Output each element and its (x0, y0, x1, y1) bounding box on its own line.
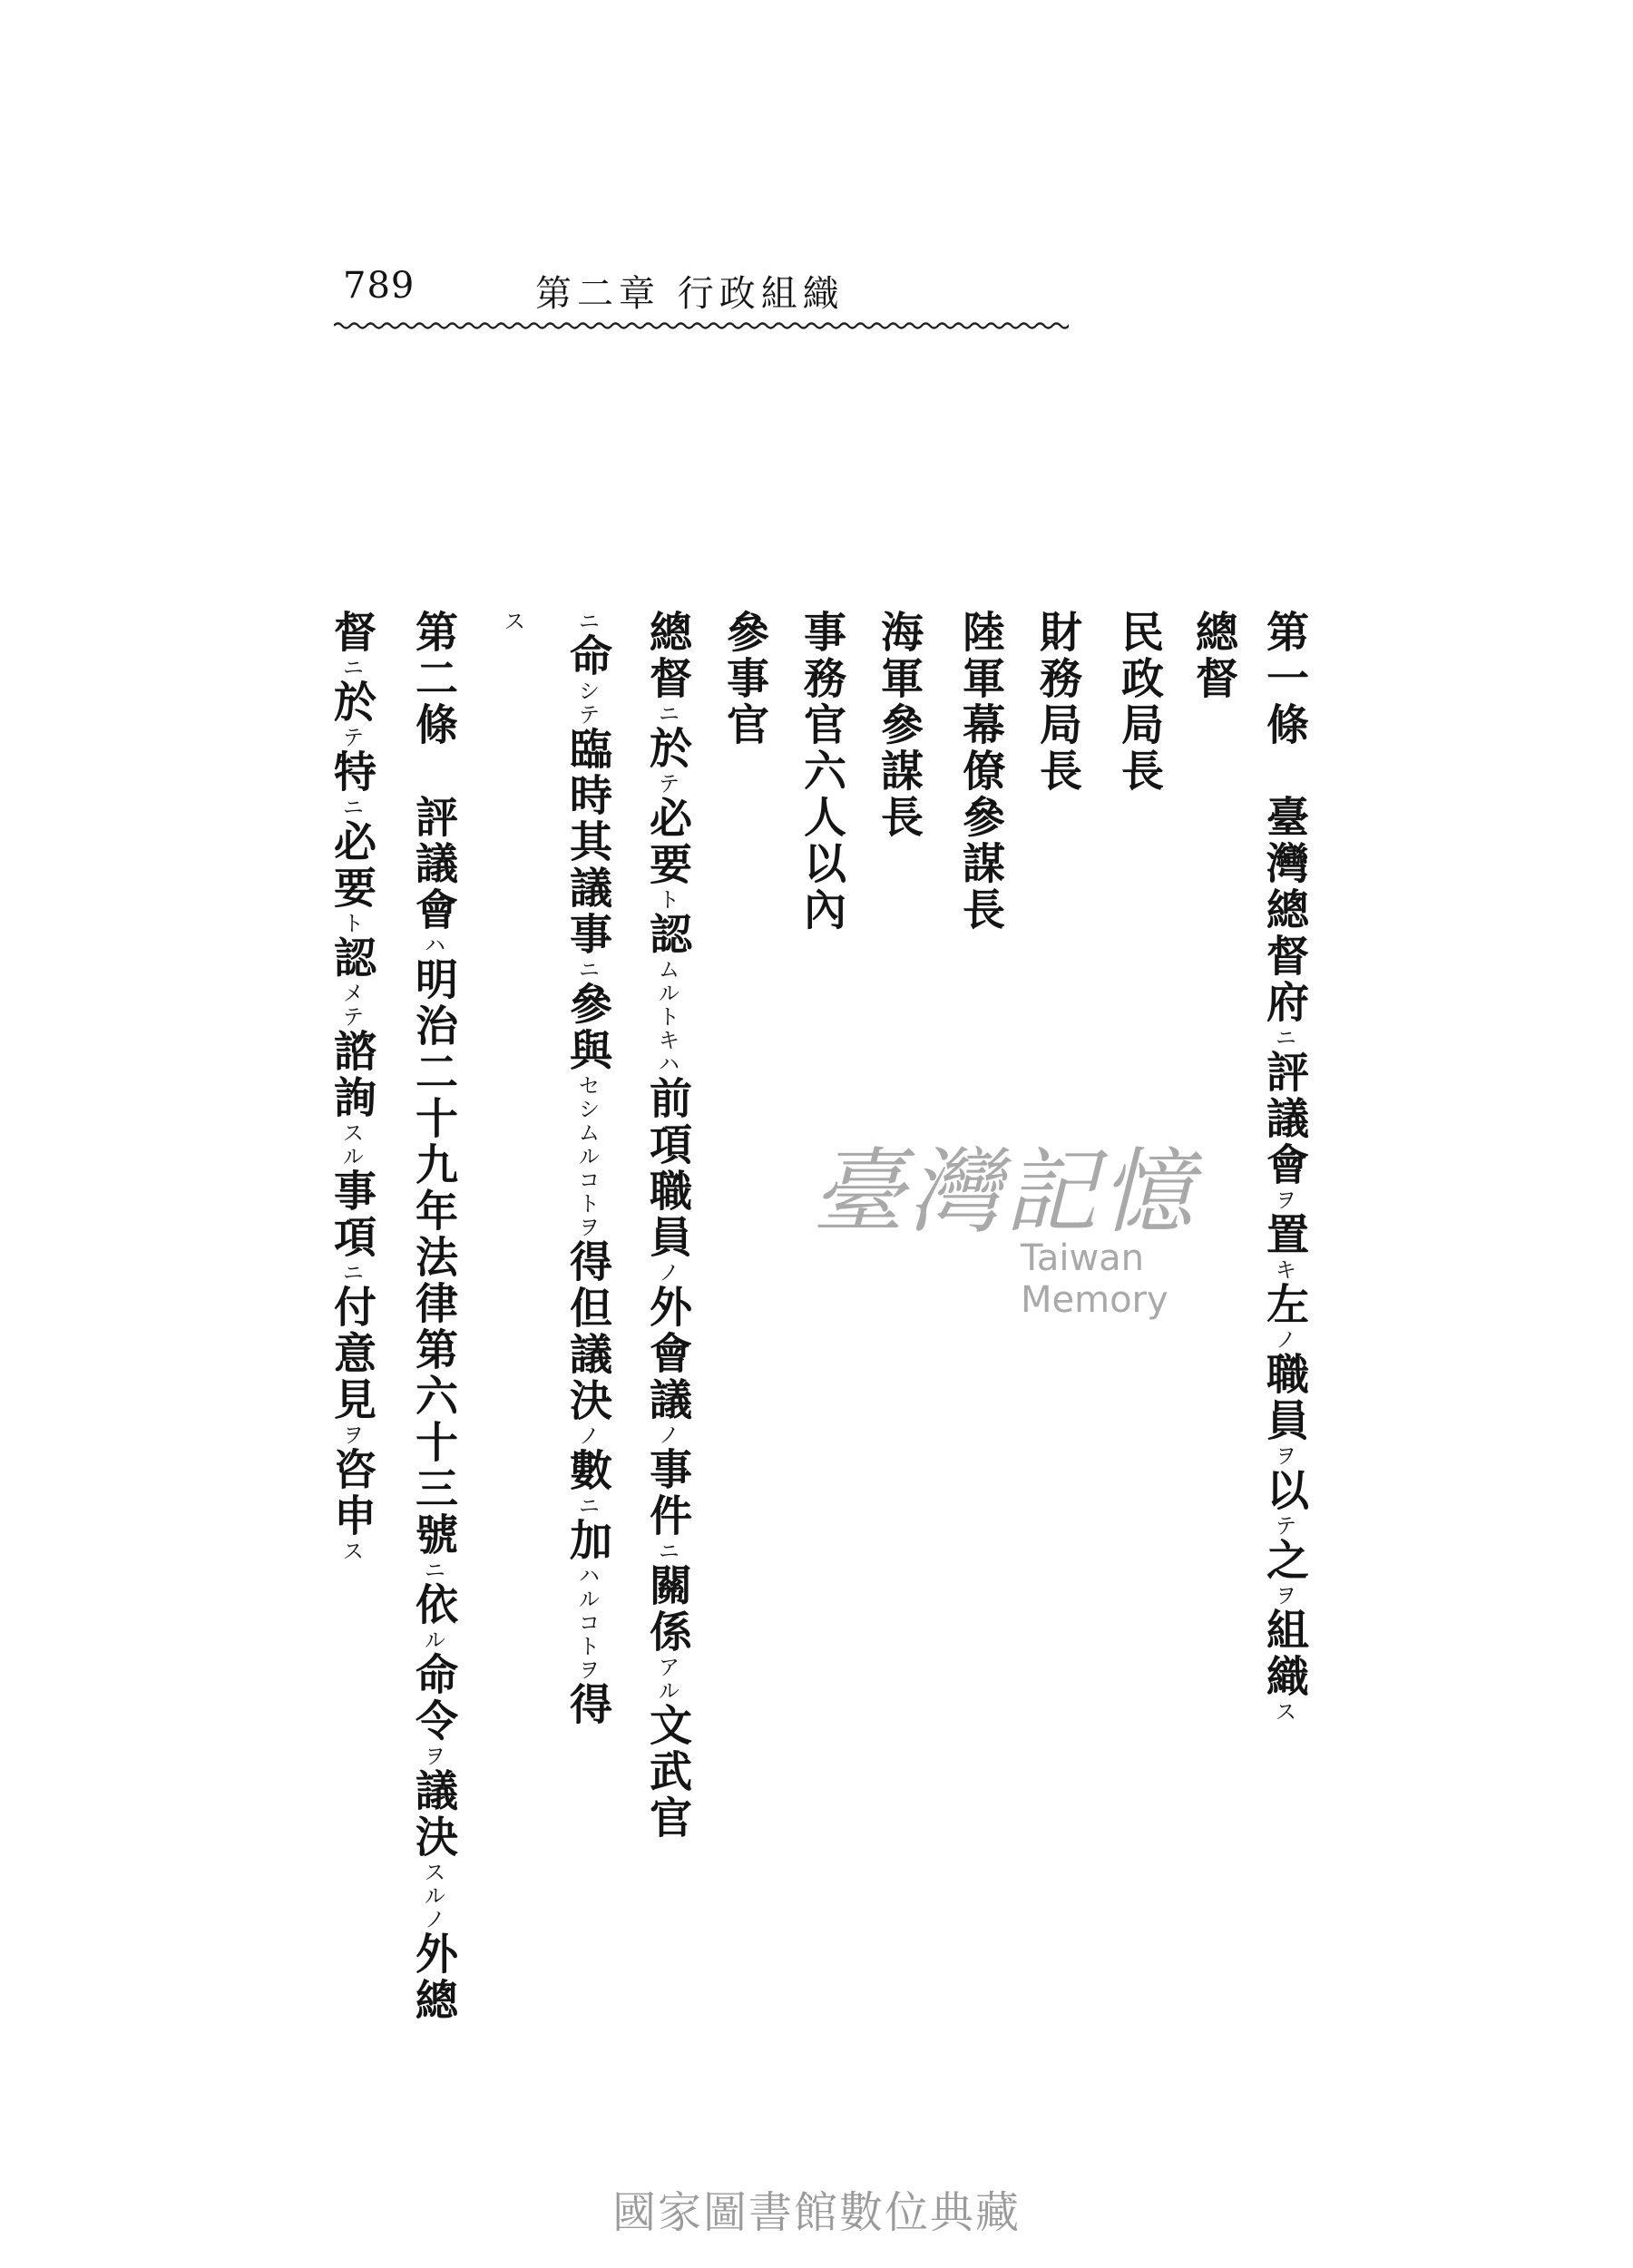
text-column-8: 參事官 (719, 610, 769, 748)
watermark (812, 1139, 1284, 1321)
text-column-2: 總督 (1188, 610, 1238, 702)
header-wavy-rule (334, 320, 1069, 331)
text-column-4: 財務局長 (1032, 610, 1082, 795)
text-column-7: 事務官六人以內 (797, 610, 846, 934)
text-column-6: 海軍參謀長 (874, 610, 924, 841)
text-column-5: 陸軍幕僚參謀長 (955, 610, 1005, 934)
page-number: 789 (343, 265, 416, 307)
text-column-11: ス (500, 610, 525, 633)
watermark-english: Taiwan Memory (1021, 1237, 1169, 1321)
watermark-chinese: 臺灣記憶 (812, 1139, 1197, 1246)
text-column-3: 民政局長 (1114, 610, 1164, 795)
text-column-1: 第一條 臺灣總督府ニ評議會ヲ置キ左ノ職員ヲ以テ之ヲ組織ス (1259, 610, 1309, 1724)
text-column-9: 總督ニ於テ必要ト認ムルトキハ前項職員ノ外會議ノ事件ニ關係アル文武官 (642, 610, 692, 1842)
running-header: 第二章 行政組織 (535, 273, 845, 315)
text-column-13: 督ニ於テ特ニ必要ト認メテ諮詢スル事項ニ付意見ヲ咨申ス (327, 610, 376, 1563)
text-column-10: ニ命シテ臨時其議事ニ參與セシムルコトヲ得但議決ノ數ニ加ハルコトヲ得 (562, 610, 612, 1728)
text-column-12: 第二條 評議會ハ明治二十九年法律第六十三號ニ依ル命令ヲ議決スルノ外總 (408, 610, 458, 2024)
footer-collection-label: 國家圖書館數位典藏 (611, 2187, 1021, 2238)
